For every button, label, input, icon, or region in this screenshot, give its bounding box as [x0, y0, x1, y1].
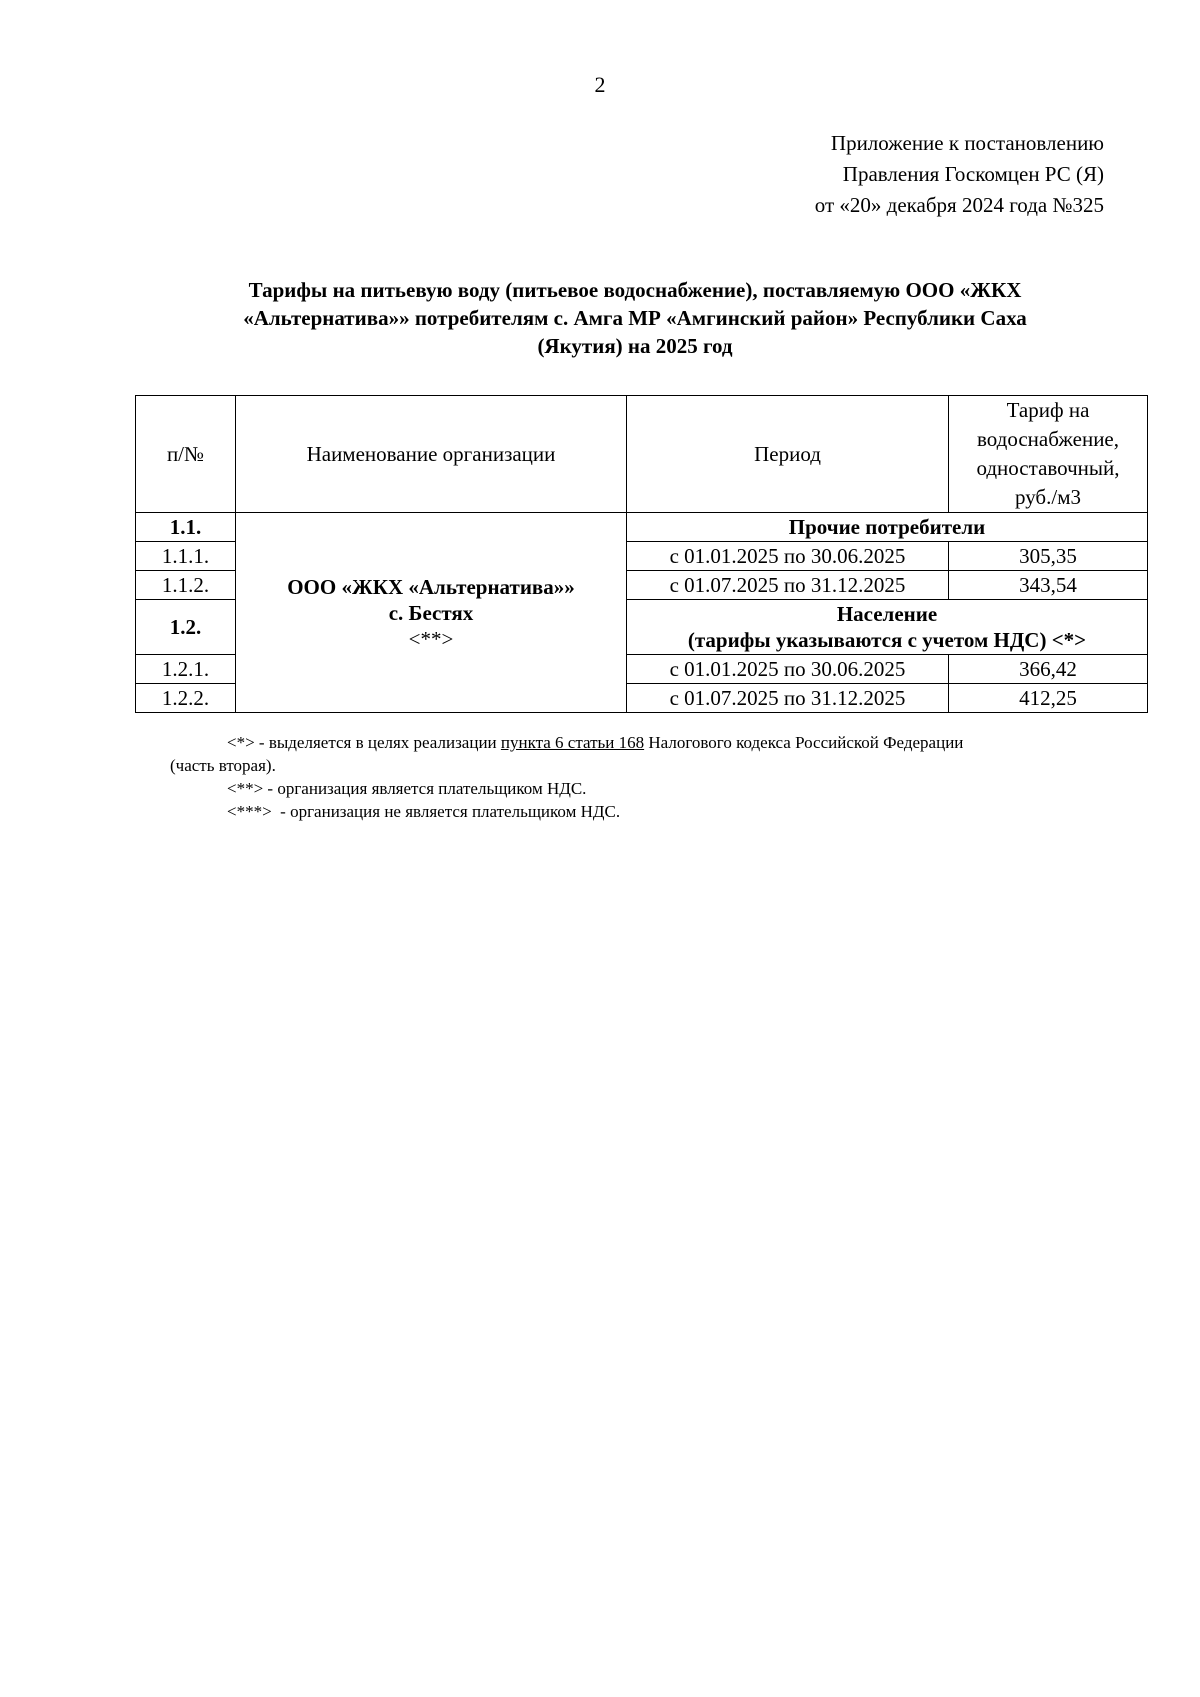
group-num: 1.1. [136, 513, 236, 542]
row-value: 343,54 [949, 571, 1148, 600]
organization-location: с. Бестях [388, 600, 474, 625]
document-title [170, 276, 1100, 360]
footnote: <**> - организация является плательщиком НДС. [227, 779, 587, 798]
row-value: 412,25 [949, 684, 1148, 713]
footnote-text: Налогового кодекса Российской Федерации [644, 733, 964, 752]
page-number: 2 [594, 72, 606, 97]
footnote-text: <*> - выделяется в целях реализации [227, 733, 501, 752]
table-header-row [136, 396, 1148, 513]
title-line: Тарифы на питьевую воду (питьевое водоснабжение), поставляемую ООО «ЖКХ [248, 278, 1022, 302]
row-period: с 01.01.2025 по 30.06.2025 [627, 655, 949, 684]
row-period: с 01.07.2025 по 31.12.2025 [627, 684, 949, 713]
approval-block [815, 128, 1104, 221]
row-num: 1.2.2. [136, 684, 236, 713]
tariff-table [135, 395, 1148, 713]
approval-line: Правления Госкомцен РС (Я) [842, 162, 1104, 186]
footnote [170, 731, 1112, 754]
row-num: 1.1.2. [136, 571, 236, 600]
table-row [136, 513, 1148, 542]
title-line: (Якутия) на 2025 год [537, 334, 733, 358]
organization-name: ООО «ЖКХ «Альтернатива»» [287, 574, 575, 599]
row-period: с 01.07.2025 по 31.12.2025 [627, 571, 949, 600]
row-value: 366,42 [949, 655, 1148, 684]
header-tariff: Тариф на водоснабжение, одноставочный, руб./м3 [949, 396, 1148, 513]
header-period: Период [627, 396, 949, 513]
organization-note: <**> [408, 626, 454, 651]
group-label-line: Население [836, 602, 938, 626]
row-num: 1.2.1. [136, 655, 236, 684]
law-reference-link[interactable]: пункта 6 статьи 168 [500, 733, 645, 752]
group-num: 1.2. [136, 600, 236, 655]
header-organization: Наименование организации [236, 396, 627, 513]
row-period: с 01.01.2025 по 30.06.2025 [627, 542, 949, 571]
row-num: 1.1.1. [136, 542, 236, 571]
footnote-continuation: (часть вторая). [170, 756, 276, 775]
approval-line: Приложение к постановлению [830, 131, 1104, 155]
organization-cell [236, 513, 627, 713]
title-line: «Альтернатива»» потребителям с. Амга МР «Амгинский район» Республики Саха [243, 306, 1027, 330]
footnote: <***> - организация не является плательщиком НДС. [227, 802, 621, 821]
header-num: п/№ [136, 396, 236, 513]
approval-line: от «20» декабря 2024 года №325 [814, 193, 1104, 217]
group-label-line: (тарифы указываются с учетом НДС) <*> [687, 628, 1087, 652]
row-value: 305,35 [949, 542, 1148, 571]
group-label [627, 600, 1148, 655]
group-label: Прочие потребители [627, 513, 1148, 542]
footnotes [170, 731, 1112, 823]
